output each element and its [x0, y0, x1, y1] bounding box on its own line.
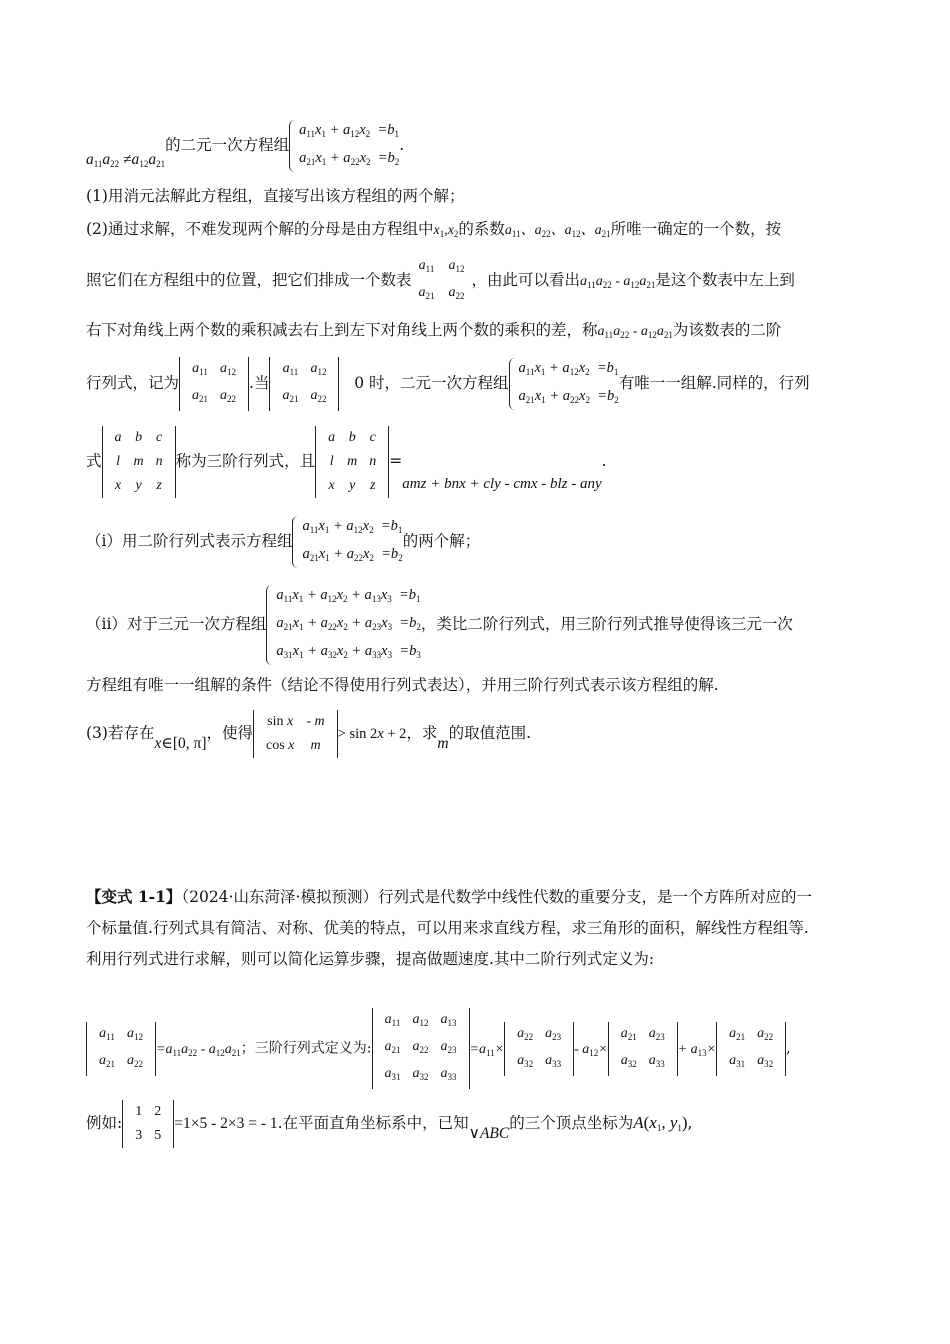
equation-system-2x2-b: $a_{11}x_1 + a_{12}x_2 =b_1$ $a_{21}x_1 + a_{22}x_2 =b_2$ — [509, 356, 619, 412]
example-determinant: 1 2 3 5 — [122, 1100, 174, 1148]
det3-definition: $a_{11}$ $a_{12}$ $a_{13}$ $a_{21}$ $a_{22}$ $a_{23}$ $a_{31}$ $a_{32}$ $a_{33}$ — [372, 1008, 470, 1089]
determinant-3x3: a b c l m n x y z — [102, 426, 176, 498]
determinant-3x3-b: a b c l m n x y z — [315, 426, 389, 498]
equation-system-3x3: $a_{11}x_1 + a_{12}x_2 + a_{13}x_3 =b_1$ $a_{21}x_1 + a_{22}x_2 + a_{23}x_3 =b_2$ $a_{31}x_1 + a_{32}x_2 + a_{33}x_3 =b_3$ — [266, 583, 420, 667]
coefficient-table: $a_{11}$ $a_{12}$ $a_{21}$ $a_{22}$ — [418, 258, 465, 301]
equation-system-2x2-c: $a_{11}x_1 + a_{12}x_2 =b_1$ $a_{21}x_1 + a_{22}x_2 =b_2$ — [292, 514, 402, 570]
question-3: (3)若存在x∈[0, π]，使得 sin x - m cos x m > sin 2x + 2，求m的取值范围. — [86, 710, 531, 758]
question-2-line3: 右下对角线上两个数的乘积减去右上到左下对角线上两个数的乘积的差，称$a_{11}a_{22} - a_{12}a_{21}$为该数表的二阶 — [86, 321, 782, 340]
sub-question-ii-cont: 方程组有唯一一组解的条件（结论不得使用行列式表达），并用三阶行列式表示该方程组的解. — [86, 676, 719, 694]
variant-label: 【变式 1-1】 — [86, 887, 182, 906]
question-2-line2: 照它们在方程组中的位置，把它们排成一个数表 $a_{11}$ $a_{12}$ $a_{21}$ $a_{22}$ ，由此可以看出$a_{11}a_{22} - a_{12}a_{21}$是这个数表中左上到 — [86, 254, 795, 308]
variant-line1: 【变式 1-1】（2024·山东菏泽·模拟预测）行列式是代数学中线性代数的重要分支，是一个方阵所对应的一 — [86, 887, 812, 906]
det2-definition: $a_{11}$ $a_{12}$ $a_{21}$ $a_{22}$ — [86, 1022, 156, 1076]
equation-system-2x2: $a_{11}x_1 + a_{12}x_2 =b_1$ $a_{21}x_1 + a_{22}x_2 =b_2$ — [289, 118, 399, 174]
variant-line2: 个标量值.行列式具有简洁、对称、优美的特点，可以用来求直线方程，求三角形的面积，解线性方程组等. — [86, 919, 809, 937]
minor-11: $a_{22}$ $a_{23}$ $a_{32}$ $a_{33}$ — [504, 1022, 574, 1076]
question-2-line4: 行列式，记为 $a_{11}$ $a_{12}$ $a_{21}$ $a_{22}$ .当 $a_{11}$ $a_{12}$ $a_{21}$ $a_{22}$ 0 时，二元一次方程组 $a_{11}x_1 + a_{12}x_2 =b_1$ $a_{21}x_1 + a_{22}x_2 =b_2$ 有唯一一组解.同样的，行列 — [86, 356, 810, 412]
question-1: (1)用消元法解此方程组，直接写出该方程组的两个解； — [86, 187, 465, 205]
minor-13: $a_{21}$ $a_{22}$ $a_{31}$ $a_{32}$ — [716, 1022, 786, 1076]
variant-line3: 利用行列式进行求解，则可以简化运算步骤，提高做题速度.其中二阶行列式定义为: — [86, 950, 655, 968]
question-2-line1: (2)通过求解，不难发现两个解的分母是由方程组中$x_1,x_2$的系数$a_{11}$、$a_{22}$、$a_{12}$、$a_{21}$所唯一确定的一个数，按 — [86, 220, 782, 239]
sub-question-i: （i）用二阶行列式表示方程组 $a_{11}x_1 + a_{12}x_2 =b_1$ $a_{21}x_1 + a_{22}x_2 =b_2$ 的两个解； — [86, 514, 480, 570]
example-line: 例如: 1 2 3 5 =1×5 - 2×3 = - 1.在平面直角坐标系中，已知∨ABC的三个顶点坐标为$A(x_1$, $y_1$), — [86, 1100, 693, 1148]
question-2-line5: 式 a b c l m n x y z 称为三阶行列式，且 a b c l m n x y z =amz + bnx + cly - cmx - blz - any. — [86, 426, 607, 498]
determinant-2x2-b: $a_{11}$ $a_{12}$ $a_{21}$ $a_{22}$ — [269, 357, 339, 411]
intro-line: $a_{11}a_{22} \ne a_{12}a_{21}$的二元一次方程组 $a_{11}x_1 + a_{12}x_2 =b_1$ $a_{21}x_1 + a_{22}x_2 =b_2$ . — [86, 118, 404, 174]
definition-line: $a_{11}$ $a_{12}$ $a_{21}$ $a_{22}$ $=a_{11}a_{22} - a_{12}a_{21}$；三阶行列式定义为: $a_{11}$ $a_{12}$ $a_{13}$ $a_{21}$ $a_{22}$ $a_{23}$ $a_{31}$ $a_{32}$ $a_{33}$ $=a_{11}\times$ $a_{22}$ $a_{23}$ $a_{32}$ $a_{33}$ - $a_{12}\times$ $a_{21}$ $a_{23}$ $a_{32}$ $a_{33}$ + $a_{13}\times$ $a_{21}$ $a_{22}$ $a_{31}$ $a_{32}$ , — [86, 1008, 791, 1089]
determinant-trig: sin x - m cos x m — [253, 710, 338, 758]
condition-expr: $a_{11}a_{22} \ne a_{12}a_{21}$ — [86, 151, 166, 169]
determinant-2x2: $a_{11}$ $a_{12}$ $a_{21}$ $a_{22}$ — [179, 357, 249, 411]
intro-text: 的二元一次方程组 — [165, 136, 290, 154]
expansion-expr: amz + bnx + cly - cmx - blz - any — [402, 476, 602, 492]
minor-12: $a_{21}$ $a_{23}$ $a_{32}$ $a_{33}$ — [608, 1022, 678, 1076]
sub-question-ii: （ii）对于三元一次方程组 $a_{11}x_1 + a_{12}x_2 + a_{13}x_3 =b_1$ $a_{21}x_1 + a_{22}x_2 + a_{23}x_3 =b_2$ $a_{31}x_1 + a_{32}x_2 + a_{33}x_3 =b_3$ ，类比二阶行列式，用三阶行列式推导使得该三元一次 — [86, 583, 793, 667]
